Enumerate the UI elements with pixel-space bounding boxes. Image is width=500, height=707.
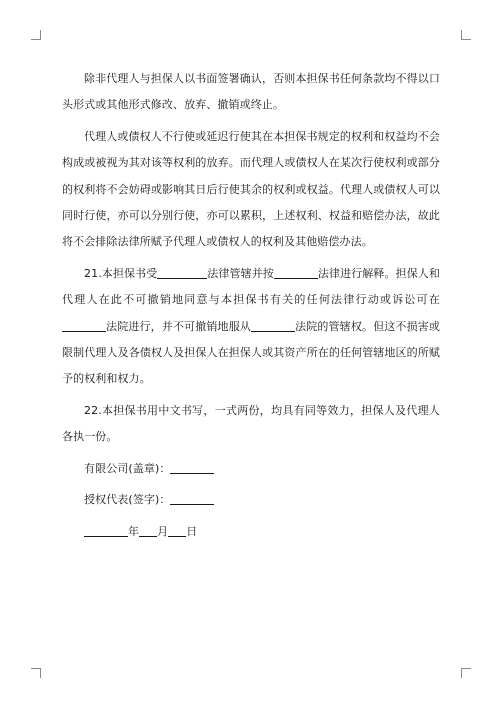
crop-mark-top-right (461, 30, 471, 40)
date-year-label: 年 (128, 524, 140, 538)
blank-court-2 (251, 319, 295, 332)
governing-law-text-5: 法院的管辖权。但这不损害或限制代理人及各债权人及担保人在担保人或其资产所在的任何管辖地区的所赋予的权利和权力。 (62, 319, 440, 386)
authorized-rep-line (62, 487, 440, 513)
blank-court-1 (62, 319, 106, 332)
blank-law-interpretation (274, 266, 318, 279)
crop-mark-top-left (31, 30, 41, 40)
blank-authorized-rep (170, 492, 214, 505)
crop-mark-bottom-left (31, 668, 41, 678)
blank-year (84, 524, 128, 537)
document-body (62, 66, 440, 545)
paragraph-governing-law (62, 261, 440, 393)
blank-month (139, 524, 157, 537)
paragraph-waiver: 代理人或债权人不行使或延迟行使其在本担保书规定的权利和权益均不会构成或被视为其对该等权利的放弃。而代理人或债权人在某次行使权利或部分的权利将不会妨碍或影响其日后行使其余的权利或权益。代理人或债权人可以同时行使，亦可以分别行使，亦可以累积，上述权利、权益和赔偿办法，故此将不会排除法律所赋予代理人或债权人的权利及其他赔偿办法。 (62, 129, 440, 249)
paragraph-language: 22.本担保书用中文书写，一式两份，均具有同等效力，担保人及代理人各执一份。 (62, 403, 440, 444)
authorized-rep-label: 授权代表(签字)： (84, 493, 171, 507)
date-month-label: 月 (157, 524, 169, 538)
governing-law-text-1: 21.本担保书受 (84, 266, 158, 280)
company-seal-label: 有限公司(盖章)： (84, 461, 171, 475)
blank-day (168, 524, 186, 537)
date-line (62, 519, 440, 545)
governing-law-text-4: 法院进行，并不可撤销地服从 (106, 319, 252, 333)
date-day-label: 日 (186, 524, 198, 538)
paragraph-amendment: 除非代理人与担保人以书面签署确认，否则本担保书任何条款均不得以口头形式或其他形式修改、放弃、撤销或终止。 (62, 72, 440, 112)
company-seal-line (62, 456, 440, 482)
crop-mark-bottom-right (461, 668, 471, 678)
governing-law-text-3: 法律进行解释。担保人和代理人在此不可撤销地同意与本担保书有关的任何法律行动或诉讼可在 (62, 266, 441, 307)
governing-law-text-2: 法律管辖并按 (207, 266, 274, 280)
blank-law-jurisdiction (157, 266, 207, 279)
blank-company-seal (170, 461, 214, 474)
